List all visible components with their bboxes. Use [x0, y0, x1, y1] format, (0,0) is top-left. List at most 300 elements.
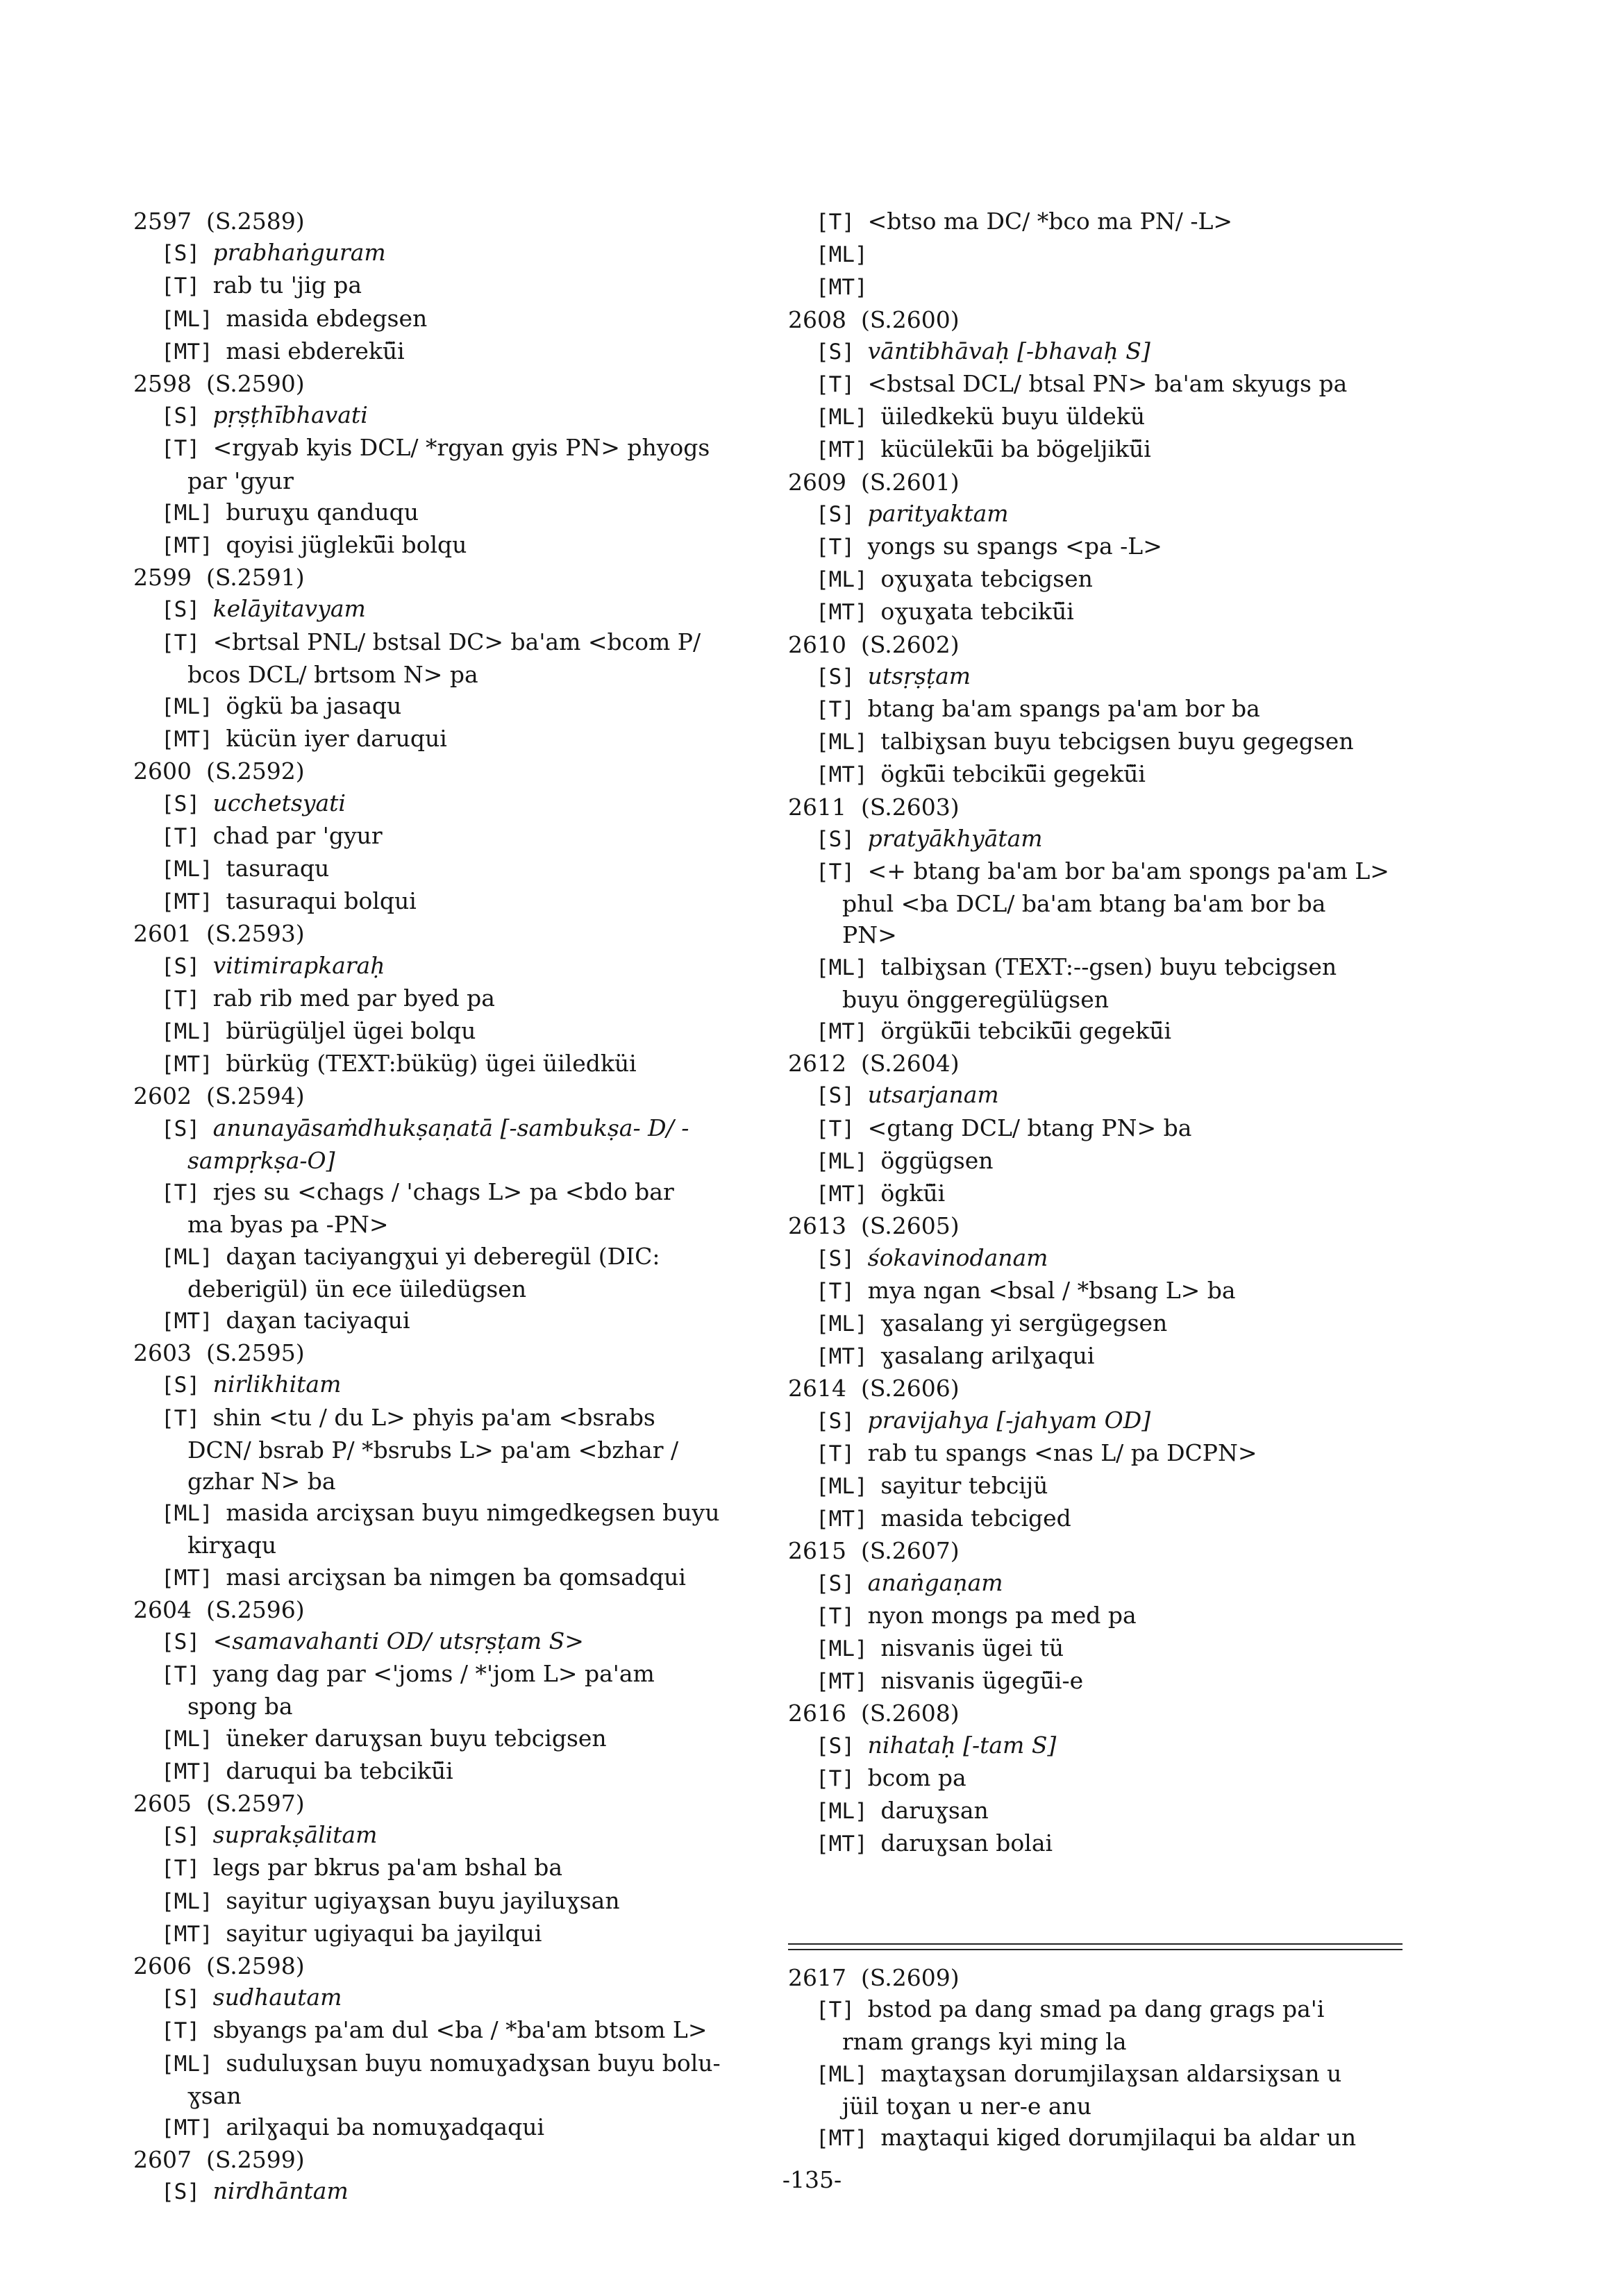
field-line — [788, 1015, 1413, 1048]
field-continuation: ma byas pa -PN> — [187, 1211, 389, 1239]
field-text: bstod pa dang smad pa dang grags pa'i — [867, 1995, 1325, 2023]
field-tag: [S] — [816, 664, 868, 689]
field-tag: [MT] — [816, 600, 881, 626]
field-continuation: bcos DCL/ brtsom N> pa — [187, 660, 478, 688]
field-line — [133, 2014, 758, 2047]
field-tag: [S] — [816, 1570, 868, 1596]
field-line — [133, 853, 758, 885]
field-tag: [ML] — [816, 2061, 881, 2087]
field-tag: [ML] — [816, 1798, 881, 1824]
field-line — [133, 1368, 758, 1401]
field-tag: [S] — [161, 1986, 213, 2011]
field-text: tasuraqui bolqui — [226, 887, 417, 915]
dictionary-entry — [133, 1080, 758, 1337]
field-text: kücülekü̈i ba bögeljikü̈i — [880, 435, 1151, 463]
field-text: öggügsen — [880, 1146, 994, 1174]
field-line — [788, 1112, 1413, 1145]
field-text: ɣasalang yi sergügegsen — [880, 1309, 1168, 1336]
entry-number: 2605 (S.2597) — [133, 1789, 305, 1817]
field-line — [133, 1625, 758, 1658]
field-tag: [S] — [816, 1408, 868, 1434]
field-text: <bstsal DCL/ btsal PN> ba'am skyugs pa — [867, 370, 1348, 398]
field-text: tasuraqu — [226, 855, 330, 882]
field-tag: [MT] — [161, 339, 226, 364]
field-text: ögkü̈i tebcikü̈i gegekü̈i — [880, 760, 1146, 788]
right-column — [788, 206, 1413, 1860]
field-tag: [T] — [161, 986, 213, 1012]
field-text: üiledkekü buyu üldekü — [880, 403, 1146, 430]
field-tag: [ML] — [816, 1311, 881, 1336]
field-line — [788, 1762, 1413, 1795]
field-line — [133, 1981, 758, 2014]
field-tag: [MT] — [816, 275, 868, 301]
footnote-entry — [788, 1962, 1413, 2154]
field-tag: [ML] — [161, 694, 226, 720]
field-text: qoyisi jüglekü̈i bolqu — [226, 531, 467, 559]
field-line — [788, 823, 1413, 855]
field-line — [788, 1307, 1413, 1340]
field-text: btang ba'am spangs pa'am bor ba — [867, 695, 1260, 723]
field-text: utsarjanam — [867, 1081, 999, 1109]
field-continuation: gzhar N> ba — [187, 1467, 336, 1495]
field-text: nisvanis ügegü̈i-e — [880, 1667, 1084, 1695]
field-tag: [ML] — [161, 1726, 226, 1752]
field-tag: [ML] — [161, 1019, 226, 1045]
field-tag: [ML] — [161, 500, 226, 526]
field-text: daruɣsan bolai — [880, 1829, 1053, 1857]
field-text: örgükü̈i tebcikü̈i gegekü̈i — [880, 1017, 1171, 1045]
dictionary-entry — [133, 755, 758, 918]
field-text: sayitur ugiyaqui ba jayilqui — [226, 1919, 542, 1947]
field-line — [788, 951, 1413, 984]
field-tag: [T] — [161, 823, 213, 849]
field-text: ɣasalang arilɣaqui — [880, 1342, 1095, 1370]
field-tag: [S] — [161, 953, 213, 979]
field-continuation: spong ba — [187, 1693, 293, 1720]
field-line — [788, 271, 1413, 303]
entry-number: 2617 (S.2609) — [788, 1964, 960, 1991]
dictionary-entry — [788, 304, 1413, 467]
field-tag: [MT] — [161, 1759, 226, 1784]
field-tag: [T] — [161, 2018, 213, 2044]
field-line — [788, 1242, 1413, 1275]
field-text: kücün iyer daruqui — [226, 725, 447, 753]
left-column — [133, 206, 758, 2209]
field-tag: [MT] — [161, 1565, 226, 1591]
field-continuation: kirɣaqu — [187, 1532, 277, 1559]
field-text: talbiɣsan (TEXT:--gsen) buyu tebcigsen — [880, 953, 1337, 980]
field-text: oɣuɣata tebcikü̈i — [880, 598, 1074, 626]
field-text: suduluɣsan buyu nomuɣadɣsan buyu bolu- — [226, 2049, 721, 2077]
field-line — [788, 1340, 1413, 1373]
dictionary-entry — [788, 1048, 1413, 1210]
field-text: sayitur ugiyaɣsan buyu jayiluɣsan — [226, 1886, 620, 1914]
entry-number: 2601 (S.2593) — [133, 920, 305, 948]
field-text: nyon mongs pa med pa — [867, 1601, 1137, 1629]
field-tag: [ML] — [161, 2051, 226, 2077]
field-tag: [S] — [161, 1823, 213, 1849]
field-line — [133, 690, 758, 723]
field-tag: [S] — [816, 1083, 868, 1109]
field-continuation: rnam grangs kyi ming la — [842, 2028, 1127, 2056]
field-line — [788, 1993, 1413, 2026]
dictionary-entry — [788, 1535, 1413, 1698]
field-line — [788, 1665, 1413, 1698]
field-line — [133, 1241, 758, 1273]
field-tag: [T] — [161, 436, 213, 462]
entry-number: 2616 (S.2608) — [788, 1700, 960, 1727]
field-text: bürügüljel ügei bolqu — [226, 1017, 476, 1045]
field-tag: [ML] — [816, 405, 881, 430]
field-continuation: deberigül) ün ece üiledügsen — [187, 1275, 527, 1302]
field-line — [788, 563, 1413, 596]
field-tag: [T] — [816, 210, 868, 235]
field-line — [133, 1112, 758, 1145]
field-text: rab tu 'jig pa — [212, 271, 362, 299]
field-tag: [MT] — [816, 1344, 881, 1370]
dictionary-entry — [133, 1788, 758, 1950]
field-line — [788, 1567, 1413, 1600]
field-line — [133, 1658, 758, 1691]
field-text: daruɣsan — [880, 1796, 989, 1824]
field-line — [788, 693, 1413, 726]
field-line — [133, 1918, 758, 1950]
field-text: anunayāsaṁdhukṣaṇatā [-sambukṣa- D/ - — [212, 1114, 689, 1141]
field-tag: [S] — [816, 1733, 868, 1759]
field-text: <+ btang ba'am bor ba'am spongs pa'am L> — [867, 857, 1389, 885]
field-tag: [T] — [816, 535, 868, 560]
dictionary-entry — [133, 1337, 758, 1594]
field-line — [788, 335, 1413, 368]
field-text: <samavahanti OD/ utsṛṣṭam S> — [212, 1627, 584, 1654]
field-line — [788, 1470, 1413, 1502]
field-text: nihataḥ [-tam S] — [867, 1731, 1057, 1759]
field-text: vitimirapkaraḥ — [212, 951, 385, 979]
field-line — [788, 1079, 1413, 1112]
field-tag: [MT] — [816, 1832, 881, 1857]
field-text: sbyangs pa'am dul <ba / *ba'am btsom L> — [212, 2016, 708, 2044]
field-text: shin <tu / du L> phyis pa'am <bsrabs — [212, 1403, 655, 1431]
entry-number: 2603 (S.2595) — [133, 1339, 305, 1367]
field-tag: [ML] — [816, 567, 881, 593]
field-line — [788, 1405, 1413, 1437]
entry-number: 2609 (S.2601) — [788, 468, 960, 496]
field-line — [133, 1852, 758, 1884]
entry-number: 2613 (S.2605) — [788, 1212, 960, 1240]
field-line — [133, 787, 758, 820]
field-text: maɣtaɣsan dorumjilaɣsan aldarsiɣsan u — [880, 2059, 1342, 2087]
field-continuation: par 'gyur — [187, 467, 294, 494]
field-line — [788, 1502, 1413, 1535]
field-tag: [S] — [816, 826, 868, 852]
dictionary-entry — [133, 368, 758, 562]
field-tag: [MT] — [816, 762, 881, 788]
field-line — [133, 723, 758, 755]
field-line — [133, 820, 758, 853]
entry-number: 2611 (S.2603) — [788, 793, 960, 821]
field-line — [133, 1723, 758, 1755]
field-continuation: jüil toɣan u ner-e anu — [842, 2092, 1092, 2120]
field-tag: [T] — [816, 1441, 868, 1466]
entry-number: 2614 (S.2606) — [788, 1375, 960, 1402]
field-continuation: phul <ba DCL/ ba'am btang ba'am bor ba — [842, 890, 1326, 918]
field-line — [133, 950, 758, 982]
field-line — [133, 1305, 758, 1337]
field-tag: [T] — [816, 1997, 868, 2023]
entry-number: 2606 (S.2598) — [133, 1952, 305, 1979]
field-text: <btso ma DC/ *bco ma PN/ -L> — [867, 208, 1233, 235]
field-tag: [MT] — [816, 2126, 881, 2152]
field-line — [788, 498, 1413, 530]
field-line — [788, 1600, 1413, 1632]
field-line — [788, 1275, 1413, 1307]
field-line — [788, 726, 1413, 758]
field-tag: [S] — [816, 501, 868, 527]
field-tag: [S] — [161, 241, 213, 267]
field-line — [788, 2058, 1413, 2090]
field-text: pravijahya [-jahyam OD] — [867, 1406, 1151, 1434]
field-line — [788, 368, 1413, 401]
entry-number: 2597 (S.2589) — [133, 208, 305, 235]
field-tag: [MT] — [161, 727, 226, 753]
field-tag: [T] — [161, 1662, 213, 1688]
field-line — [133, 1048, 758, 1080]
field-tag: [MT] — [161, 2115, 226, 2140]
field-line — [788, 1632, 1413, 1665]
field-line — [133, 269, 758, 302]
dictionary-entry — [133, 918, 758, 1080]
field-text: yongs su spangs <pa -L> — [867, 533, 1162, 560]
field-text: utsṛṣṭam — [867, 662, 971, 689]
entry-number: 2602 (S.2594) — [133, 1082, 305, 1110]
field-line — [133, 1402, 758, 1434]
field-line — [788, 530, 1413, 563]
field-tag: [ML] — [816, 242, 868, 268]
dictionary-entry — [788, 1698, 1413, 1860]
field-tag: [S] — [161, 2179, 213, 2205]
field-text: suprakṣālitam — [212, 1821, 378, 1849]
field-tag: [ML] — [816, 955, 881, 980]
field-text: talbiɣsan buyu tebcigsen buyu gegegsen — [880, 728, 1354, 755]
entry-number: 2599 (S.2591) — [133, 564, 305, 592]
field-tag: [ML] — [816, 1148, 881, 1174]
dictionary-entry — [788, 1373, 1413, 1535]
field-text: prabhaṅguram — [212, 239, 386, 267]
page-number: -135- — [782, 2166, 842, 2193]
field-line — [788, 206, 1413, 238]
dictionary-entry — [788, 467, 1413, 629]
field-text: anaṅgaṇam — [867, 1568, 1003, 1596]
dictionary-entry — [788, 629, 1413, 791]
field-text: <rgyab kyis DCL/ *rgyan gyis PN> phyogs — [212, 434, 710, 462]
field-line — [788, 758, 1413, 791]
field-text: nirlikhitam — [212, 1371, 342, 1398]
field-line — [133, 303, 758, 335]
field-tag: [ML] — [161, 306, 226, 332]
field-text: kelāyitavyam — [212, 595, 366, 623]
field-line — [788, 238, 1413, 271]
field-tag: [T] — [161, 274, 213, 299]
field-text: rab tu spangs <nas L/ pa DCPN> — [867, 1439, 1257, 1466]
field-tag: [T] — [816, 860, 868, 885]
field-tag: [MT] — [161, 533, 226, 559]
field-tag: [T] — [816, 372, 868, 398]
field-continuation: ɣsan — [187, 2081, 242, 2109]
field-tag: [MT] — [816, 1507, 881, 1532]
dictionary-entry — [133, 206, 758, 368]
field-line — [133, 432, 758, 464]
field-line — [788, 1145, 1413, 1178]
field-text: daɣan taciyaqui — [226, 1306, 410, 1334]
field-text: buruɣu qanduqu — [226, 498, 419, 526]
field-tag: [S] — [161, 597, 213, 623]
field-tag: [MT] — [161, 1921, 226, 1947]
field-tag: [ML] — [816, 1636, 881, 1661]
field-tag: [T] — [161, 1180, 213, 1206]
field-text: masi arciɣsan ba nimgen ba qomsadqui — [226, 1563, 686, 1591]
field-line — [133, 496, 758, 529]
field-line — [133, 1497, 758, 1530]
field-continuation: sampṛkṣa-O] — [187, 1146, 335, 1174]
field-tag: [T] — [161, 630, 213, 655]
field-line — [788, 660, 1413, 693]
field-text: masida ebdegsen — [226, 304, 428, 332]
field-text: nisvanis ügei tü — [880, 1634, 1064, 1661]
field-text: masi ebderekü̈i — [226, 337, 405, 364]
field-line — [788, 433, 1413, 466]
field-tag: [S] — [161, 1373, 213, 1398]
field-line — [133, 399, 758, 432]
field-tag: [ML] — [161, 1501, 226, 1527]
field-text: arilɣaqui ba nomuɣadqaqui — [226, 2113, 545, 2140]
field-line — [133, 1819, 758, 1852]
field-tag: [ML] — [816, 1473, 881, 1499]
field-text: rjes su <chags / 'chags L> pa <bdo bar — [212, 1178, 674, 1206]
field-text: <brtsal PNL/ bstsal DC> ba'am <bcom P/ — [212, 628, 701, 655]
field-tag: [MT] — [816, 1182, 881, 1207]
field-continuation: buyu önggeregülügsen — [842, 985, 1109, 1013]
field-text: bürküg (TEXT:büküg) ügei üiledküi — [226, 1050, 637, 1078]
field-tag: [T] — [816, 1766, 868, 1791]
field-text: sayitur tebcijü — [880, 1471, 1048, 1499]
field-text: rab rib med par byed pa — [212, 984, 495, 1012]
field-line — [788, 855, 1413, 888]
entry-number: 2612 (S.2604) — [788, 1050, 960, 1078]
field-text: üneker daruɣsan buyu tebcigsen — [226, 1724, 607, 1752]
field-text: ögkü ba jasaqu — [226, 692, 402, 720]
entry-number: 2604 (S.2596) — [133, 1595, 305, 1623]
field-line — [133, 237, 758, 269]
field-tag: [S] — [161, 791, 213, 816]
field-line — [133, 1015, 758, 1048]
dictionary-entry — [788, 1210, 1413, 1373]
field-text: sudhautam — [212, 1984, 342, 2011]
field-tag: [S] — [161, 403, 213, 429]
field-text: yang dag par <'joms / *'jom L> pa'am — [212, 1660, 655, 1688]
field-tag: [S] — [161, 1116, 213, 1141]
field-text: parityaktam — [867, 499, 1009, 527]
field-line — [788, 1795, 1413, 1827]
dictionary-entry — [788, 791, 1413, 1048]
field-text: daruqui ba tebcikü̈i — [226, 1757, 453, 1784]
field-line — [788, 401, 1413, 433]
field-text: chad par 'gyur — [212, 821, 383, 849]
field-tag: [MT] — [161, 889, 226, 915]
field-line — [788, 1178, 1413, 1210]
field-tag: [MT] — [161, 1052, 226, 1078]
entry-number: 2615 (S.2607) — [788, 1537, 960, 1565]
field-text: pratyākhyātam — [867, 824, 1043, 852]
field-text: daɣan taciyangɣui yi deberegül (DIC: — [226, 1242, 660, 1270]
field-text: mya ngan <bsal / *bsang L> ba — [867, 1276, 1236, 1304]
field-tag: [S] — [161, 1629, 213, 1654]
field-tag: [ML] — [161, 857, 226, 882]
entry-number: 2608 (S.2600) — [788, 305, 960, 333]
dictionary-entry — [133, 1950, 758, 2144]
field-line — [133, 2111, 758, 2144]
dictionary-entry — [133, 562, 758, 755]
entry-number: 2607 (S.2599) — [133, 2146, 305, 2174]
field-line — [133, 1176, 758, 1209]
field-tag: [ML] — [816, 730, 881, 755]
entry-number: 2610 (S.2602) — [788, 630, 960, 658]
field-tag: [T] — [816, 1603, 868, 1629]
dictionary-entry — [133, 1594, 758, 1788]
field-tag: [MT] — [816, 437, 881, 463]
field-line — [133, 885, 758, 918]
field-text: masida tebciged — [880, 1505, 1071, 1532]
field-line — [788, 1437, 1413, 1470]
field-text: pṛṣṭhībhavati — [212, 401, 368, 429]
entry-number: 2600 (S.2592) — [133, 757, 305, 785]
entry-number: 2598 (S.2590) — [133, 370, 305, 398]
field-text: oɣuɣata tebcigsen — [880, 565, 1093, 593]
field-line — [133, 529, 758, 562]
field-tag: [S] — [816, 339, 868, 364]
field-tag: [MT] — [161, 1308, 226, 1334]
dictionary-entry — [788, 1962, 1413, 2154]
field-tag: [ML] — [161, 1888, 226, 1914]
field-tag: [MT] — [816, 1019, 881, 1045]
field-tag: [S] — [816, 1246, 868, 1271]
field-line — [788, 1729, 1413, 1762]
field-text: ögkü̈i — [880, 1180, 946, 1207]
field-text: masida arciɣsan buyu nimgedkegsen buyu — [226, 1499, 720, 1527]
field-line — [133, 335, 758, 368]
field-tag: [T] — [161, 1405, 213, 1431]
field-text: <gtang DCL/ btang PN> ba — [867, 1114, 1192, 1141]
field-line — [133, 1561, 758, 1594]
field-text: bcom pa — [867, 1763, 966, 1791]
field-text: vāntibhāvaḥ [-bhavaḥ S] — [867, 337, 1150, 364]
field-continuation: DCN/ bsrab P/ *bsrubs L> pa'am <bzhar / — [187, 1436, 679, 1464]
field-tag: [T] — [816, 1116, 868, 1141]
field-text: śokavinodanam — [867, 1243, 1048, 1271]
field-line — [133, 626, 758, 659]
field-line — [133, 982, 758, 1015]
field-tag: [T] — [816, 697, 868, 723]
footnote-divider — [788, 1943, 1403, 1950]
field-tag: [T] — [816, 1278, 868, 1304]
field-text: maɣtaqui kiged dorumjilaqui ba aldar un — [880, 2124, 1357, 2152]
field-line — [133, 1885, 758, 1918]
field-text: legs par bkrus pa'am bshal ba — [212, 1854, 563, 1882]
field-tag: [ML] — [161, 1244, 226, 1270]
field-line — [788, 596, 1413, 628]
field-continuation: PN> — [842, 921, 897, 949]
field-line — [133, 2047, 758, 2080]
field-text: nirdhāntam — [212, 2177, 349, 2205]
